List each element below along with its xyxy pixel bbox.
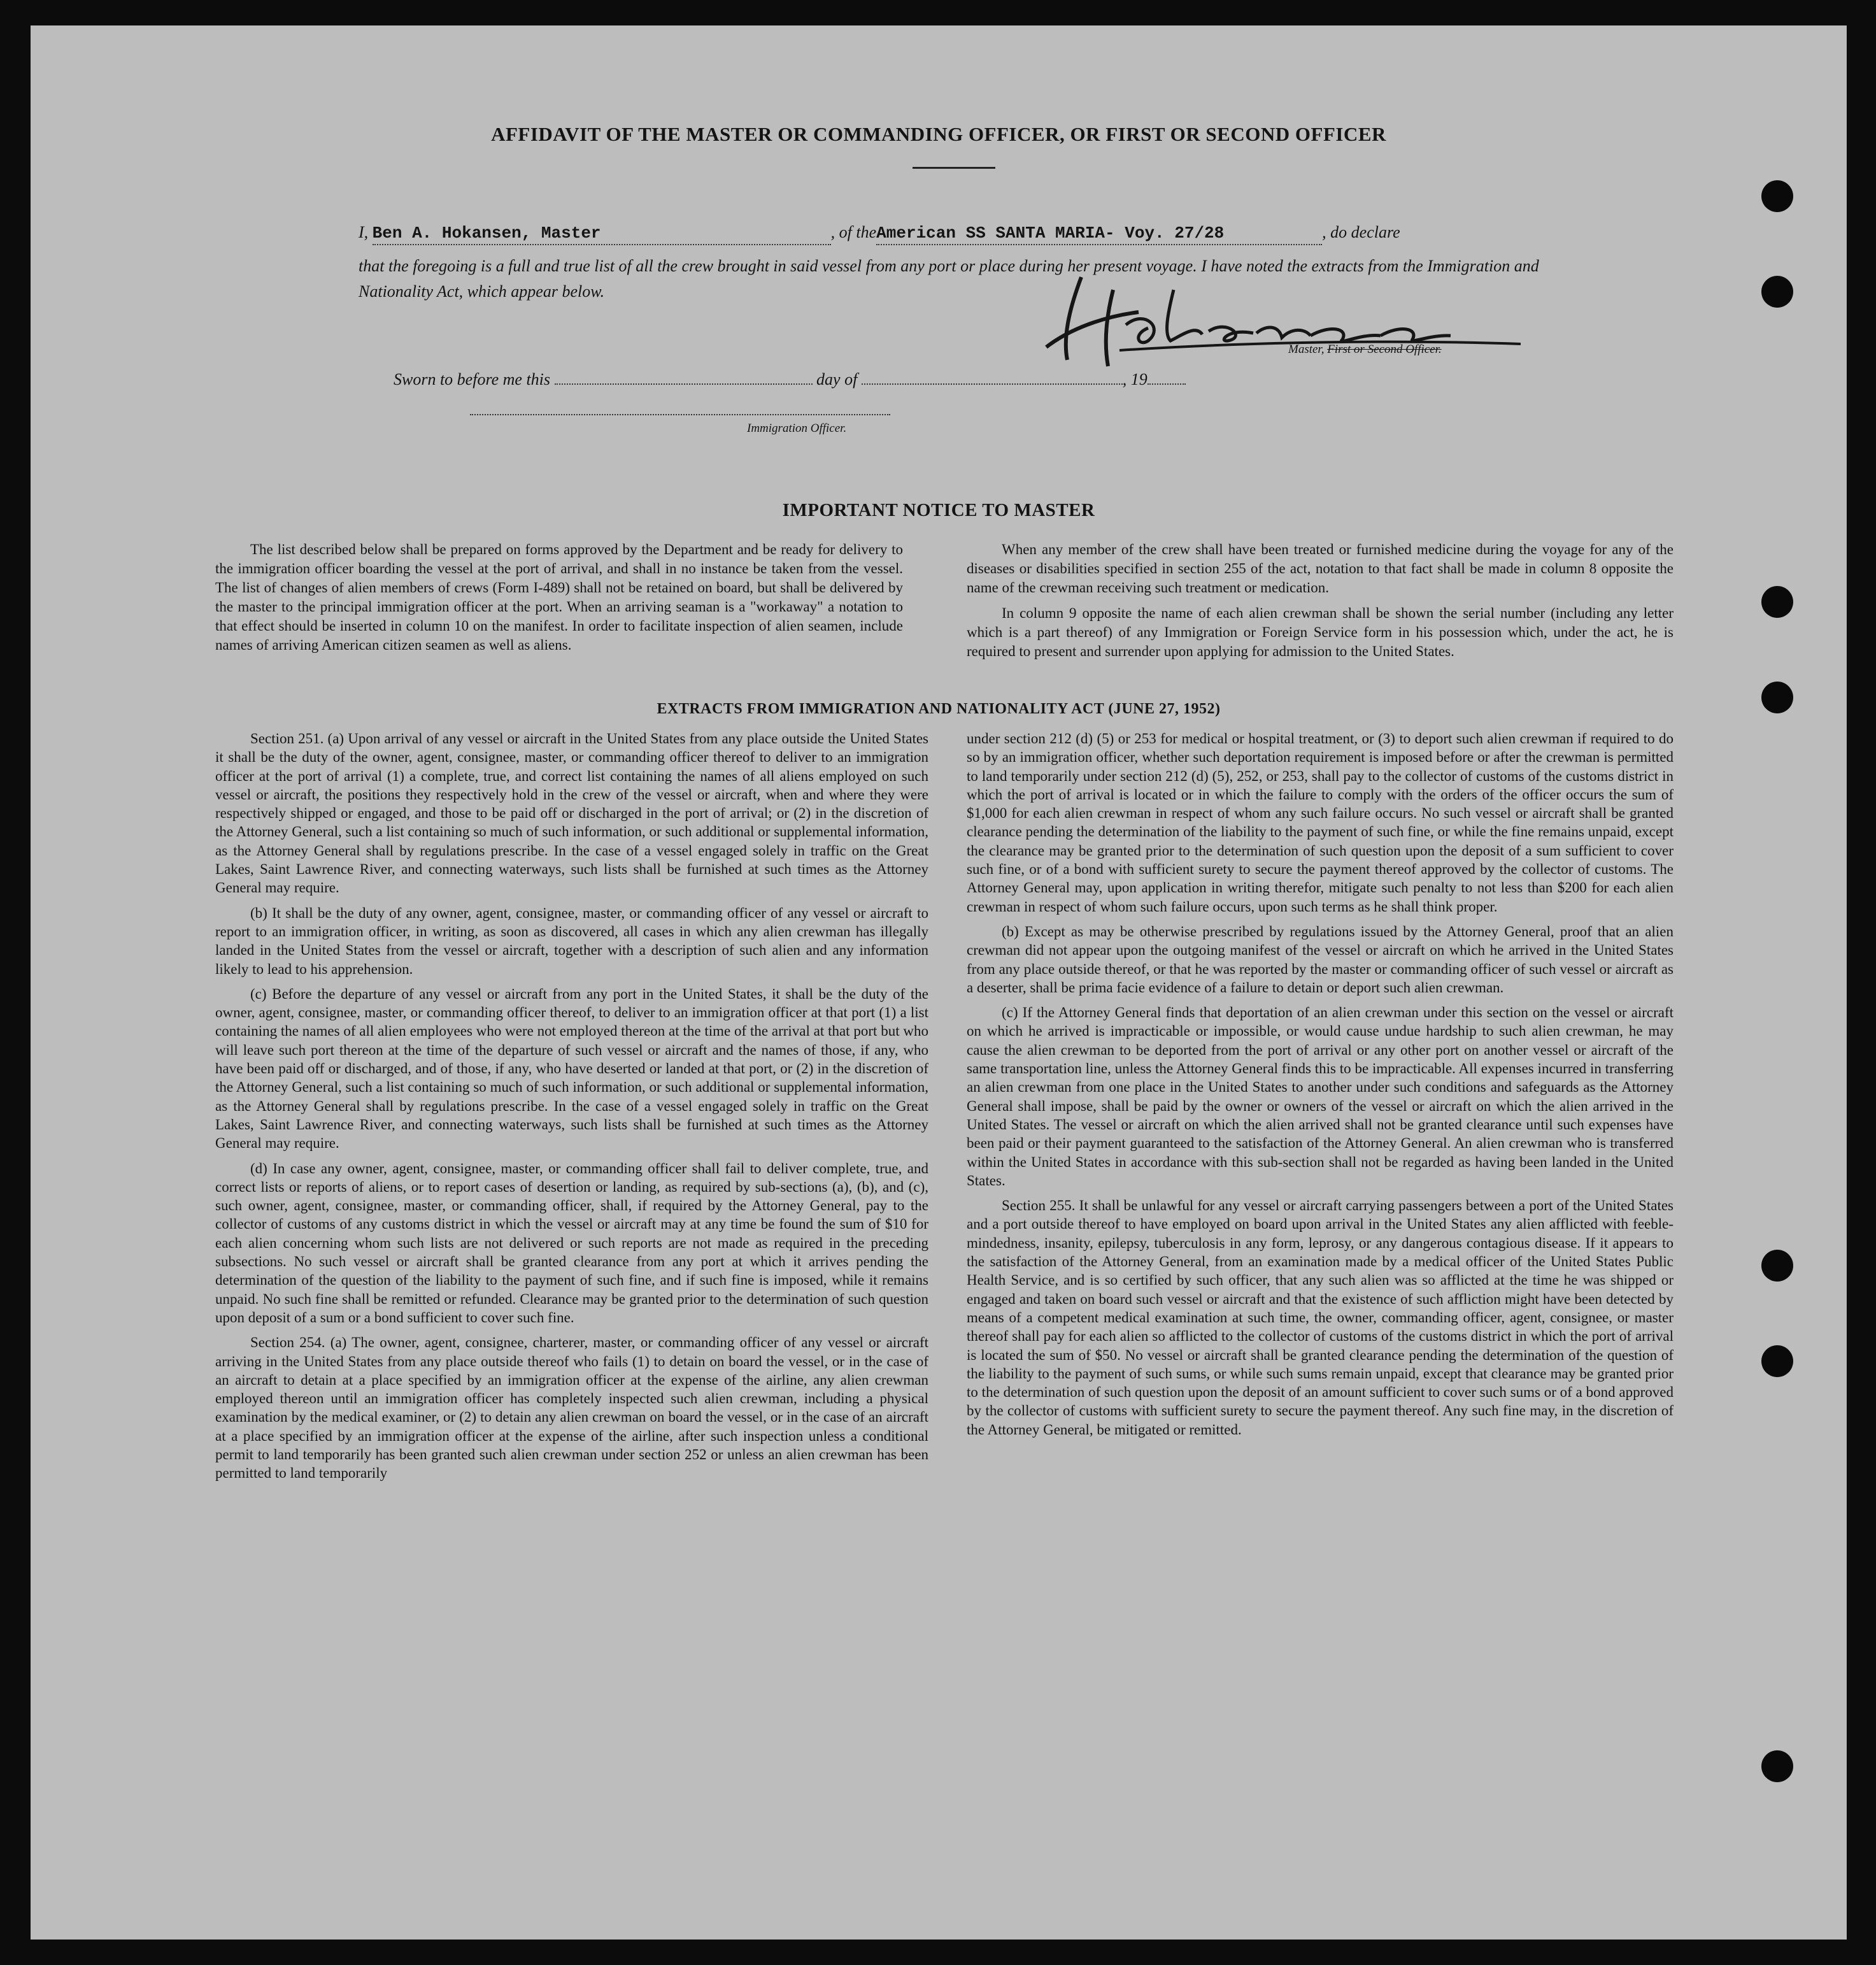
struck-officer-caption: First or Second Officer. — [1327, 343, 1442, 356]
declaration-text: that the foregoing is a full and true list of all the crew brought in said vessel from any port or place during her present voyage. I have noted the extracts from the Immigration and Nationality Act, which appear below. — [359, 257, 1539, 301]
binder-hole — [1761, 276, 1793, 308]
master-caption: Master, — [1288, 343, 1325, 356]
binder-hole — [1761, 1250, 1793, 1282]
declarant-name-field: Ben A. Hokansen, Master — [373, 224, 831, 245]
extract-paragraph: (b) Except as may be otherwise prescribed by regulations issued by the Attorney General, proof that an alien crewman did not appear upon the outgoing manifest of the vessel or aircraft on which he arrived in the United States from any place outside thereof, or that he was reported by the master or commanding officer of such vessel or aircraft as a deserter, shall be prima facie evidence of a failure to detain or deport such alien crewman. — [967, 923, 1673, 996]
notice-paragraph: When any member of the crew shall have been treated or furnished medicine during the voyage for any of the diseases or disabilities specified in section 255 of the act, notation to that fact shall be made in column 8 opposite the name of the crewman receiving such treatment or medication. — [967, 541, 1673, 596]
day-of-label: day of — [816, 370, 858, 389]
binder-hole — [1761, 1750, 1793, 1782]
immigration-officer-caption: Immigration Officer. — [747, 422, 847, 435]
extracts-title: EXTRACTS FROM IMMIGRATION AND NATIONALITY ACT (JUNE 27, 1952) — [657, 701, 1221, 717]
year-label: , 19 — [1122, 370, 1148, 389]
notice-left-column — [215, 540, 903, 655]
extract-paragraph: Section 251. (a) Upon arrival of any vessel or aircraft in the United States from any place outside the United States it shall be the duty of the owner, agent, consignee, master, or commanding officer thereof to deliver to an immigration officer at the port of arrival (1) a complete, true, and correct list containing the names of all aliens employed on such vessel or aircraft, the positions they respectively hold in the crew of the vessel or aircraft, when and where they were respectively shipped or engaged, and those to be paid off or discharged in the port of arrival; or (2) in the discretion of the Attorney General, such a list containing so much of such information, or such additional or supplemental information, as the Attorney General shall by regulations prescribe. In the case of a vessel engaged solely in traffic on the Great Lakes, Saint Lawrence River, and connecting waterways, such lists shall be furnished at such times as the Attorney General may require. — [215, 731, 928, 896]
notice-paragraph: In column 9 opposite the name of each alien crewman shall be shown the serial number (including any letter which is a part thereof) of any Immigration or Foreign Service form in his possession which, under the act, he is required to present and surrender upon applying for admission to the United States. — [967, 605, 1673, 659]
signature-caption — [1288, 343, 1442, 357]
sworn-label: Sworn to before me this — [394, 370, 551, 389]
extract-paragraph: (b) It shall be the duty of any owner, agent, consignee, master, or commanding officer of any vessel or aircraft to report to an immigration officer, in writing, as soon as discovered, all cases in which any alien crewman has illegally landed in the United States from the vessel or aircraft, together with a description of such alien and any information likely to lead to his apprehension. — [215, 904, 928, 977]
notice-title: IMPORTANT NOTICE TO MASTER — [782, 500, 1095, 520]
binder-hole — [1761, 180, 1793, 212]
notice-right-column — [967, 540, 1673, 661]
extract-paragraph: under section 212 (d) (5) or 253 for medical or hospital treatment, or (3) to deport such alien crewman if required to do so by an immigration officer, whether such deportation requirement is imposed before or after the crewman is permitted to land temporarily under section 212 (d) (5), 252, or 253, shall pay to the collector of customs of the customs district in which the port of arrival is located or in which the failure to comply with the orders of the officer occurs the sum of $1,000 for each alien crewman in respect of whom any such failure occurs. No such vessel or aircraft shall be granted clearance pending the determination of the liability to the payment of such fine, or while the fine remains unpaid, except the clearance may be granted prior to the determination of such question upon the deposit of a sum sufficient to cover such fine, or of a bond with sufficient surety to secure the payment thereof approved by the collector of customs. The Attorney General may, upon application in writing therefor, mitigate such penalty to not less than $200 for each alien crewman in respect of whom such failure occurs, upon such terms as he shall think proper. — [967, 731, 1673, 915]
of-the-label: , of the — [830, 223, 877, 241]
extract-paragraph: Section 255. It shall be unlawful for any vessel or aircraft carrying passengers between a port of the United States and a port outside thereof to have employed on board upon arrival in the United States any alien afflicted with feeble-mindedness, insanity, epilepsy, tuberculosis in any form, leprosy, or any dangerous contagious disease. If it appears to the satisfaction of the Attorney General, from an examination made by a medical officer of the United States Public Health Service, and is so certified by such officer, that any such alien was so afflicted at the time he was shipped or engaged and taken on board such vessel or aircraft and that the existence of such affliction might have been detected by means of a competent medical examination at such time, the owner, commanding officer, agent, consignee, or master thereof shall pay for each alien so afflicted to the collector of customs of the customs district in which the port of arrival is located the sum of $50. No vessel or aircraft shall be granted clearance pending the determination of the question of the liability to the payment of such sums, or while such sums remain unpaid, except that clearance may be granted prior to the determination of such question upon the deposit of an amount sufficient to cover such sums or of a bond approved by the collector of customs with sufficient surety to secure the payment thereof. Any such fine may, in the discretion of the Attorney General, be mitigated or remitted. — [967, 1197, 1673, 1438]
do-declare-label: , do declare — [1322, 223, 1400, 241]
binder-hole — [1761, 586, 1793, 618]
extract-paragraph: (d) In case any owner, agent, consignee, master, or commanding officer shall fail to deliver complete, true, and correct lists or reports of aliens, or to report cases of desertion or landing, as required by sub-sections (a), (b), and (c), such owner, agent, consignee, master, or commanding officer, shall, if required by the Attorney General, pay to the collector of customs of any customs district in which the vessel or aircraft may at any time be found the sum of $10 for each alien concerning whom such lists are not delivered or such reports are not made as required in the preceding subsections. No such vessel or aircraft shall be granted clearance from any port at which it arrives pending the determination of the question of the liability to the payment of such fine, and if such fine is imposed, while it remains unpaid. No such fine shall be remitted or refunded. Clearance may be granted prior to the determination of such question upon deposit of a sum or a bond sufficient to cover such fine. — [215, 1160, 928, 1325]
affidavit-title: AFFIDAVIT OF THE MASTER OR COMMANDING OFFICER, OR FIRST OR SECOND OFFICER — [491, 123, 1386, 145]
declarant-prefix: I, — [359, 223, 369, 241]
extract-paragraph: Section 254. (a) The owner, agent, consignee, charterer, master, or commanding officer of any vessel or aircraft arriving in the United States from any place outside thereof who fails (1) to detain on board the vessel, or in the case of an aircraft to detain at a place specified by an immigration officer at the expense of the airline, any alien crewman employed thereon until an immigration officer has completely inspected such alien crewman, including a physical examination by the medical examiner, or (2) to detain any alien crewman on board the vessel, or in the case of an aircraft at a place specified by an immigration officer at the expense of the airline, after such inspection unless a conditional permit to land temporarily has been granted such alien crewman under section 252 or unless an alien crewman has been permitted to land temporarily — [215, 1334, 928, 1482]
sworn-month-field — [862, 369, 1123, 385]
extracts-right-column — [967, 729, 1673, 1439]
title-rule — [913, 167, 995, 169]
extract-paragraph: (c) If the Attorney General finds that deportation of an alien crewman under this section on the vessel or aircraft on which he arrived is impracticable or impossible, or would cause undue hardship to such alien crewman, he may cause the alien crewman to be deported from the port of arrival or any other port on another vessel or aircraft of the same transportation line, unless the Attorney General finds this to be impracticable. All expenses incurred in transferring an alien crewman from one place in the United States to another under such conditions and safeguards as the Attorney General shall impose, shall be paid by the owner or owners of the vessel or aircraft on which the alien arrived in the United States. The vessel or aircraft on which the alien arrived shall not be granted clearance until such expenses have been paid or their payment guaranteed to the satisfaction of the Attorney General. An alien crewman who is transferred within the United States in accordance with this sub-section shall not be regarded as having been landed in the United States. — [967, 1004, 1673, 1189]
sworn-line — [394, 369, 1186, 389]
extracts-left-column — [215, 729, 928, 1483]
sworn-year-field — [1148, 369, 1186, 385]
document-page — [31, 25, 1847, 1940]
master-signature — [1037, 264, 1533, 373]
extract-paragraph: (c) Before the departure of any vessel or aircraft from any port in the United States, it shall be the duty of the owner, agent, consignee, master, or commanding officer thereof, to deliver to an immigration officer at that port (1) a list containing the names of all alien employees who were not employed thereon at the time of the arrival at that port but who will leave such port thereon at the time of the departure of such vessel or aircraft and the names of those, if any, who have been paid off or discharged, and of those, if any, who have deserted or landed at that port, or (2) in the discretion of the Attorney General, such a list containing so much of such information, or such additional or supplemental information, as the Attorney General shall by regulations prescribe. In the case of a vessel engaged solely in traffic on the Great Lakes, Saint Lawrence River, and connecting waterways, such lists shall be furnished at such times as the Attorney General may require. — [215, 985, 928, 1152]
vessel-name-field: American SS SANTA MARIA- Voy. 27/28 — [876, 224, 1322, 245]
notice-paragraph: The list described below shall be prepared on forms approved by the Department and be ready for delivery to the immigration officer boarding the vessel at the port of arrival, and shall in no instance be taken from the vessel. The list of changes of alien members of crews (Form I-489) shall not be retained on board, but shall be delivered by the master to the principal immigration officer at the port. When an arriving seaman is a "workaway" a notation to that effect should be inserted in column 10 on the manifest. In order to facilitate inspection of alien seamen, include names of arriving American citizen seamen as well as aliens. — [215, 541, 903, 653]
declarant-line — [359, 223, 1581, 245]
binder-hole — [1761, 1345, 1793, 1377]
immigration-officer-signature-line — [470, 414, 890, 415]
binder-hole — [1761, 682, 1793, 713]
sworn-day-field — [555, 369, 813, 385]
